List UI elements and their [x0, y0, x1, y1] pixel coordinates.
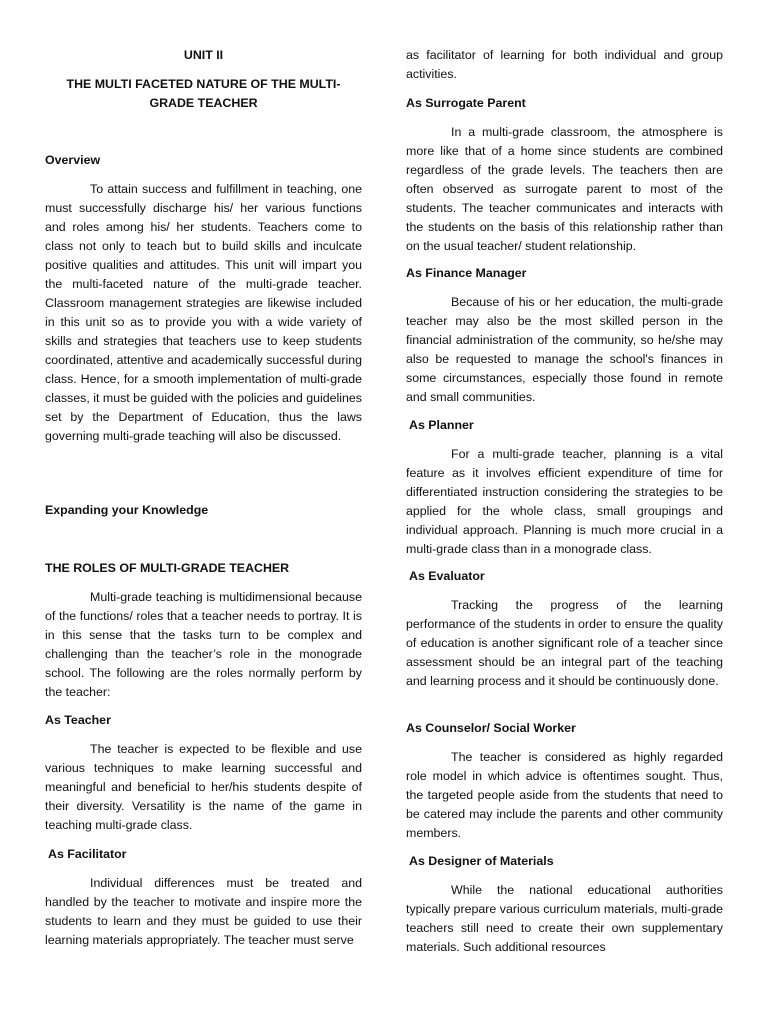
as-evaluator-heading: As Evaluator — [409, 569, 485, 583]
as-surrogate-parent-heading: As Surrogate Parent — [406, 96, 526, 110]
as-teacher-paragraph: The teacher is expected to be flexible and use various techniques to make learning successful and meaningful and beneficial to her/his students despite of their diversity. Versatility is the name of the game in teaching multi-grade class. — [45, 742, 362, 832]
expanding-knowledge-heading: Expanding your Knowledge — [45, 503, 209, 517]
as-designer-paragraph: While the national educational authorities typically prepare various curriculum materials, multi-grade teachers still need to create their own supplementary materials. Such additional resources — [406, 883, 723, 954]
as-finance-manager-heading: As Finance Manager — [406, 266, 527, 280]
overview-heading: Overview — [45, 153, 101, 167]
overview-paragraph: To attain success and fulfillment in teaching, one must successfully discharge his/ her various functions and roles among his/ her students. Teachers come to class not only to teach but to build skills and inculcate positive qualities and attitudes. This unit will impart you the multi-faceted nature of the multi-grade teacher. Classroom management strategies are likewise included in this unit so as to provide you with a wide variety of skills and strategies that teachers use to keep students coordinated, attentive and academically successful during class. Hence, for a smooth implementation of multi-grade classes, it must be guided with the policies and guidelines set by the Department of Education, thus the laws governing multi-grade teaching will also be discussed. — [45, 182, 362, 443]
roles-heading: THE ROLES OF MULTI-GRADE TEACHER — [45, 561, 290, 575]
as-facilitator-heading: As Facilitator — [48, 847, 127, 861]
unit-title: UNIT II — [183, 48, 224, 62]
as-planner-heading: As Planner — [409, 418, 474, 432]
as-designer-heading: As Designer of Materials — [409, 854, 554, 868]
as-facilitator-paragraph: Individual differences must be treated and handled by the teacher to motivate and inspire more the students to learn and they must be guided to use their learning materials appropriately. The teacher must serve — [45, 876, 362, 947]
as-planner-paragraph: For a multi-grade teacher, planning is a vital feature as it involves efficient expenditure of time for differentiated instruction considering the strategies to be applied for the whole class, small groupings and individual approach. Planning is much more crucial in a multi-grade class than in a monograde class. — [406, 447, 723, 556]
main-title: THE MULTI FACETED NATURE OF THE MULTI-GRADE TEACHER — [66, 77, 341, 110]
as-surrogate-parent-paragraph: In a multi-grade classroom, the atmosphere is more like that of a home since students are combined regardless of the grade levels. The teachers then are often observed as surrogate parent to most of the students. The teacher communicates and interacts with the students on the basis of this relationship rather than on the usual teacher/ student relationship. — [406, 125, 723, 253]
as-finance-manager-paragraph: Because of his or her education, the multi-grade teacher may also be the most skilled person in the financial administration of the community, so he/she may also be requested to manage the school's finances in some circumstances, especially those found in remote and small communities. — [406, 295, 723, 404]
as-counselor-paragraph: The teacher is considered as highly regarded role model in which advice is oftentimes sought. Thus, the targeted people aside from the students that need to be catered may include the parents and other community members. — [406, 750, 723, 840]
roles-intro-paragraph: Multi-grade teaching is multidimensional because of the functions/ roles that a teacher needs to portray. It is in this sense that the tasks turn to be complex and challenging than the teacher’s role in the monograde school. The following are the roles normally perform by the teacher: — [45, 590, 362, 699]
facilitator-continuation: as facilitator of learning for both individual and group activities. — [406, 48, 723, 81]
as-teacher-heading: As Teacher — [45, 713, 111, 727]
as-counselor-heading: As Counselor/ Social Worker — [406, 721, 576, 735]
as-evaluator-paragraph: Tracking the progress of the learning performance of the students in order to ensure the quality of education is another significant role of a teacher since assessment should be an integral part of the teaching and learning process and it should be continuously done. — [406, 598, 723, 688]
